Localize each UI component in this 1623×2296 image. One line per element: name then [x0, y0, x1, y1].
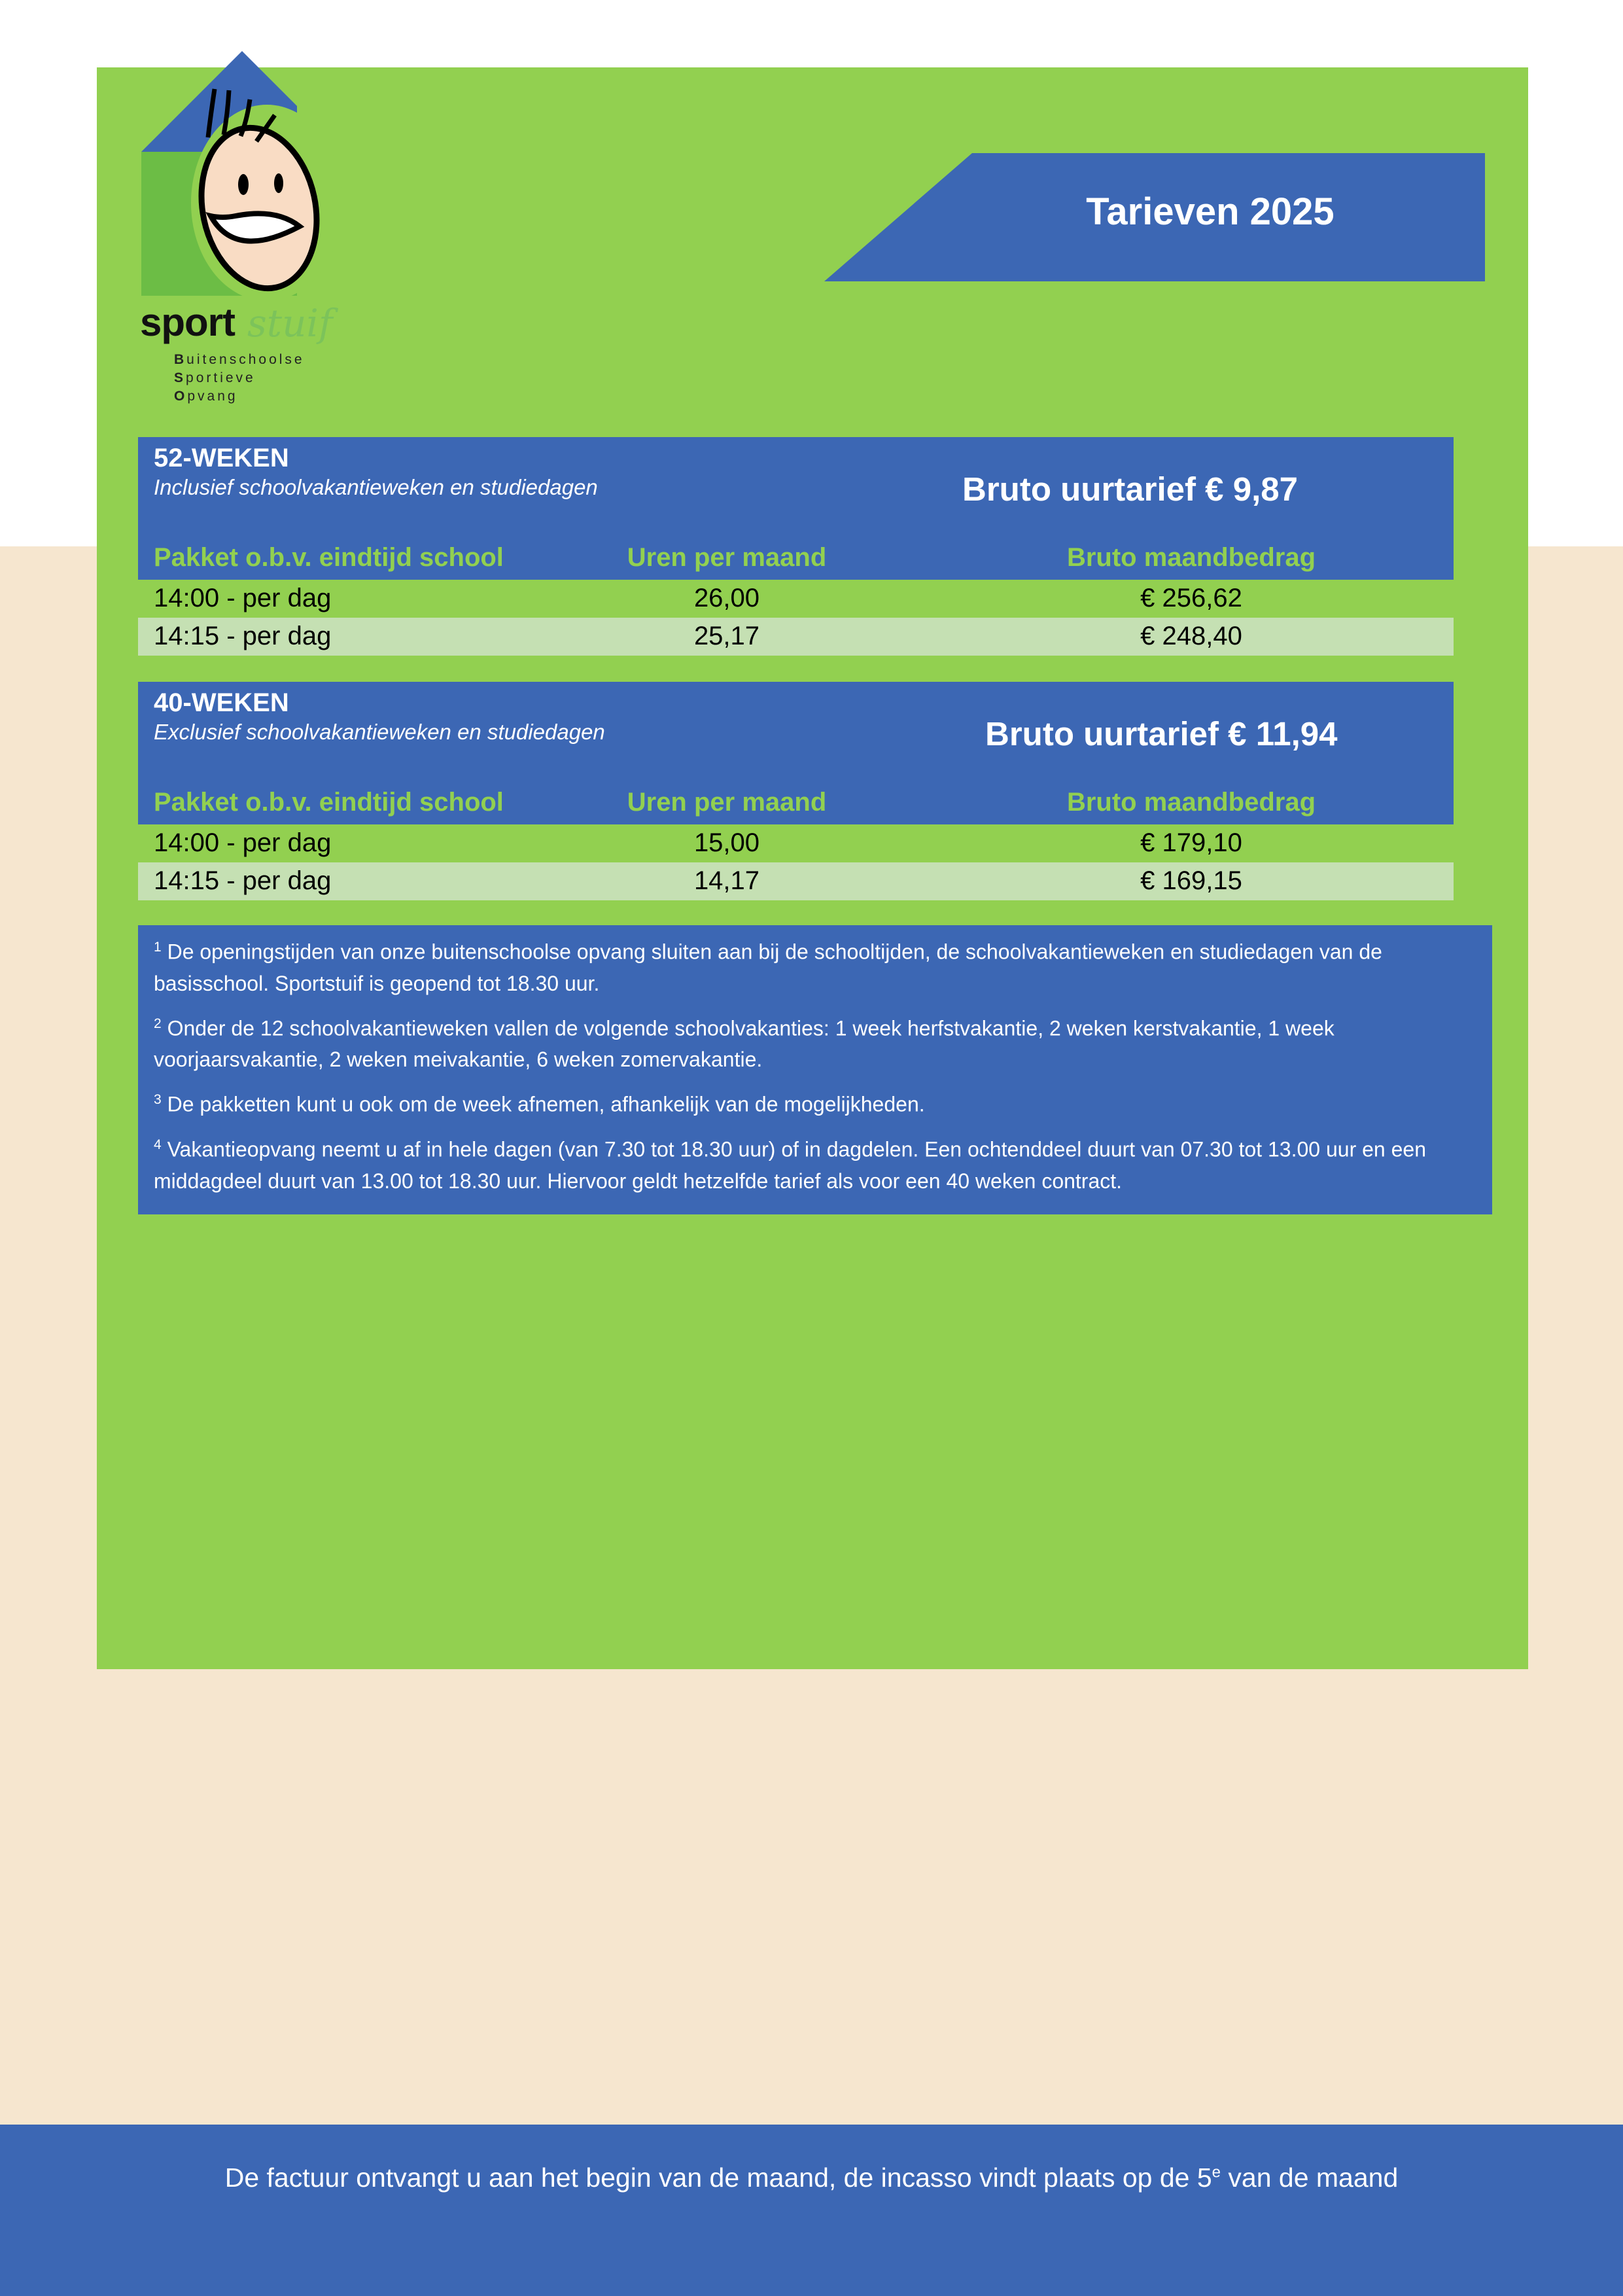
cell-package: 14:00 - per dag — [154, 584, 332, 612]
cell-hours: 26,00 — [693, 584, 760, 612]
footnote: $^4$ Vakantieopvang neemt u af in hele dagen (van 7.30 tot 18.30 uur) of in dagdelen. Een ochtenddeel duurt van 07.30 tot 13.00 uur en een middagdeel duurt van 13.00 tot 18.30 uur. Hiervoor geldt hetzelfde tarief als voor een 40 weken contract. — [154, 1137, 1426, 1193]
rate-table-40-weeks — [138, 682, 1454, 900]
cell-package: 14:00 - per dag — [154, 828, 332, 857]
rate-table-52-weeks — [138, 437, 1454, 656]
hourly-rate: Bruto uurtarief € 9,87 — [962, 470, 1298, 508]
rate-table-title: 52-WEKEN — [154, 444, 289, 472]
cell-amount: € 169,15 — [1140, 866, 1242, 895]
cell-amount: € 179,10 — [1140, 828, 1242, 857]
logo-brand-main: sport — [140, 300, 235, 344]
cell-package: 14:15 - per dag — [154, 866, 332, 895]
cell-hours: 14,17 — [693, 866, 760, 895]
column-header-package: Pakket o.b.v. eindtijd school — [154, 543, 504, 572]
table-row — [138, 580, 1454, 618]
hourly-rate: Bruto uurtarief € 11,94 — [985, 715, 1338, 752]
footer-bar — [0, 2125, 1623, 2296]
rate-table-subtitle: Inclusief schoolvakantieweken en studiedagen — [154, 475, 598, 499]
cell-amount: € 256,62 — [1140, 584, 1242, 612]
rate-table-header — [138, 682, 1454, 824]
column-header-amount: Bruto maandbedrag — [1066, 543, 1316, 572]
table-row — [138, 618, 1454, 656]
logo-brand-script: stuif — [247, 301, 333, 345]
column-header-amount: Bruto maandbedrag — [1066, 788, 1316, 817]
footer-note: De factuur ontvangt u aan het begin van de maand, de incasso vindt plaats op de 5e van de maand — [224, 2163, 1399, 2193]
cell-hours: 15,00 — [693, 828, 760, 857]
rate-table-header — [138, 437, 1454, 580]
rate-table-subtitle: Exclusief schoolvakantieweken en studiedagen — [154, 720, 605, 744]
footnote: $^2$ Onder de 12 schoolvakantieweken vallen de volgende schoolvakanties: 1 week herfstvakantie, 2 weken kerstvakantie, 1 week voorjaarsvakantie, 2 weken meivakantie, 6 weken zomervakantie. — [154, 1016, 1335, 1072]
table-row — [138, 862, 1454, 900]
cell-amount: € 248,40 — [1140, 622, 1242, 650]
sportstuif-logo — [137, 51, 360, 408]
footnotes-box — [138, 925, 1492, 1214]
column-header-package: Pakket o.b.v. eindtijd school — [154, 788, 504, 817]
footnote: $^3$ De pakketten kunt u ook om de week afnemen, afhankelijk van de mogelijkheden. — [154, 1092, 925, 1116]
column-header-hours: Uren per maand — [627, 543, 827, 572]
footnote: $^1$ De openingstijden van onze buitenschoolse opvang sluiten aan bij de schooltijden, de schoolvakantieweken en studiedagen van de basisschool. Sportstuif is geopend tot 18.30 uur. — [154, 940, 1382, 995]
rate-table-title: 40-WEKEN — [154, 688, 289, 717]
cell-hours: 25,17 — [693, 622, 760, 650]
column-header-hours: Uren per maand — [627, 788, 827, 817]
table-row — [138, 824, 1454, 862]
page-title: Tarieven 2025 — [1086, 190, 1335, 233]
logo-tagline: Buitenschoolse Sportieve Opvang — [174, 352, 305, 404]
cell-package: 14:15 - per dag — [154, 622, 332, 650]
